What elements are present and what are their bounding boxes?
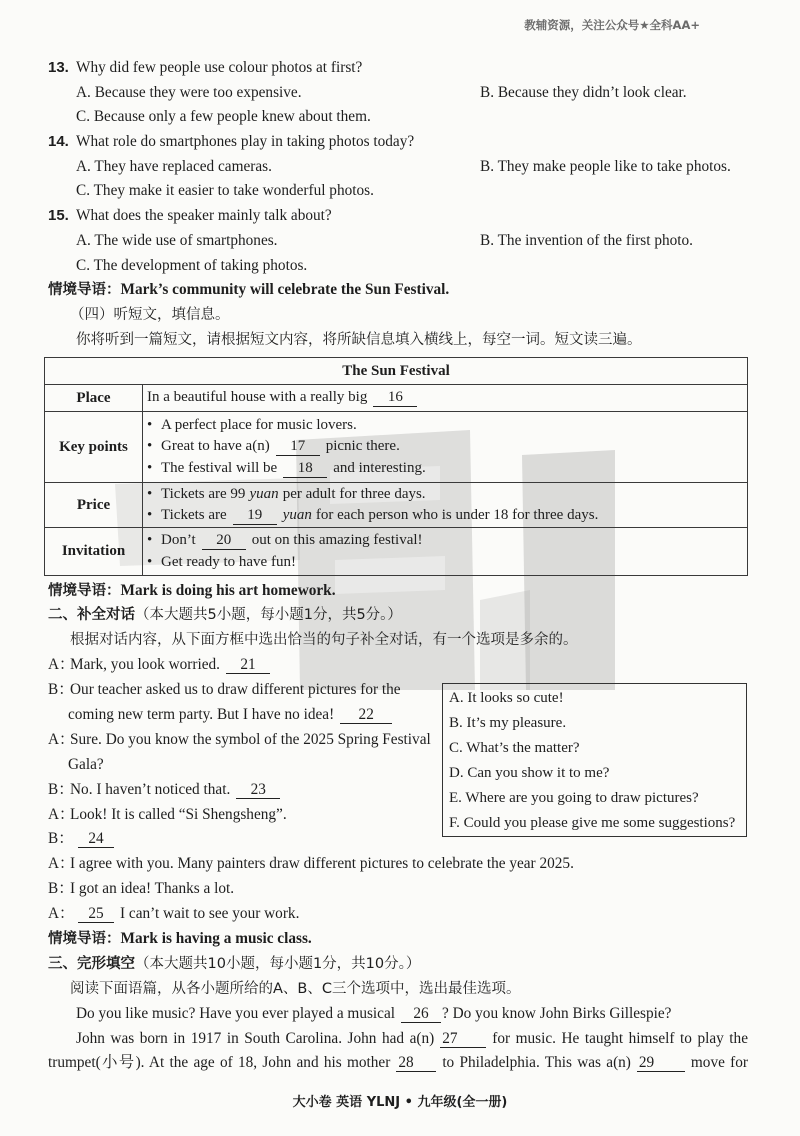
section-3-note: （本大题共10小题，每小题1分，共10分。）: [135, 955, 421, 972]
place-text: In a beautiful house with a really big: [147, 389, 368, 406]
section-2-heading: [48, 603, 748, 628]
answer-blank-16: 16: [373, 389, 417, 407]
question-15-options-ab: [48, 229, 748, 254]
part-4-instruction: [48, 328, 748, 353]
scenario-intro-2: [48, 579, 748, 604]
question-text: What role do smartphones play in taking photos today?: [76, 133, 415, 151]
cloze-line-3: [48, 1051, 748, 1076]
option-c: C. Because only a few people knew about them.: [76, 108, 371, 126]
answer-blank-20: 20: [202, 532, 246, 550]
question-15-option-c: [48, 254, 748, 279]
answer-blank-25: 25: [78, 905, 114, 923]
speaker-label: A：: [48, 855, 75, 873]
option-d: D. Can you show it to me?: [449, 765, 610, 781]
answer-blank-19: 19: [233, 507, 277, 525]
table-title: The Sun Festival: [45, 358, 748, 385]
invitation-item-2: • Get ready to have fun!: [147, 552, 747, 574]
row-content-place: [143, 385, 748, 412]
scenario-intro-3: [48, 927, 748, 952]
option-a: A. The wide use of smartphones.: [76, 231, 278, 249]
dialogue-text: Our teacher asked us to draw different pictures for the: [70, 681, 401, 699]
answer-blank-22: 22: [340, 706, 392, 724]
answer-blank-28: 28: [396, 1054, 436, 1072]
invitation-1-before: Don’t: [161, 532, 196, 548]
speaker-label: B：: [48, 681, 74, 699]
section-2-title: 二、补全对话: [48, 607, 135, 624]
price-1-before: Tickets are 99: [161, 485, 246, 502]
row-content-invitation: [143, 528, 748, 576]
option-b: B. It’s my pleasure.: [449, 715, 567, 731]
part-4-title-text: （四）听短文，填信息。: [70, 306, 230, 323]
row-content-key-points: [143, 412, 748, 483]
scenario-text: Mark’s community will celebrate the Sun Festival.: [120, 281, 450, 299]
speaker-label: B：: [48, 880, 74, 898]
option-a: A. It looks so cute!: [449, 690, 564, 706]
section-2-instruction: [48, 628, 748, 653]
scenario-label: 情境导语：: [48, 930, 121, 947]
section-2-instruction-text: 根据对话内容，从下面方框中选出恰当的句子补全对话，有一个选项是多余的。: [70, 632, 578, 649]
question-15-stem: [48, 204, 748, 229]
dialogue-line-9: [48, 902, 748, 927]
question-number: 13.: [48, 59, 69, 76]
price-2-before: Tickets are: [161, 507, 227, 523]
answer-blank-23: 23: [236, 781, 280, 799]
table-row-price: [45, 483, 748, 528]
cloze-text: trumpet(小号). At the age of 18, John and his mother: [48, 1054, 391, 1072]
price-1-unit: yuan: [249, 485, 279, 502]
question-number: 14.: [48, 133, 69, 151]
scenario-text: Mark is having a music class.: [120, 929, 312, 947]
option-b: B. Because they didn’t look clear.: [480, 83, 687, 101]
listening-questions: [48, 56, 748, 352]
answer-blank-29: 29: [637, 1054, 685, 1072]
dialogue-text: coming new term party. But I have no idea!: [68, 705, 335, 723]
scenario-intro-1: [48, 278, 748, 303]
price-1-after: per adult for three days.: [282, 485, 426, 502]
question-14-option-c: [48, 179, 748, 204]
dialogue-text: Mark, you look worried.: [70, 656, 220, 674]
invitation-item-1: [147, 530, 747, 552]
key-point-2-after: picnic there.: [325, 438, 400, 455]
cloze-text: move for: [690, 1054, 748, 1072]
option-b: B. The invention of the first photo.: [480, 231, 693, 249]
dialogue-text: Look! It is called “Si Shengsheng”.: [70, 805, 287, 823]
option-c: C. What’s the matter?: [449, 740, 580, 756]
page-footer: 大小卷 英语 YLNJ • 九年级(全一册): [292, 1095, 508, 1110]
dialogue-options-box: [442, 683, 747, 837]
dialogue-line-8: [48, 877, 748, 902]
dialogue-text: I got an idea! Thanks a lot.: [70, 880, 235, 898]
table-row-place: [45, 385, 748, 412]
dialogue-text: Gala?: [68, 755, 104, 773]
invitation-1-after: out on this amazing festival!: [251, 532, 423, 548]
answer-blank-17: 17: [276, 438, 320, 456]
row-label-invitation: Invitation: [45, 528, 143, 576]
speaker-label: A：: [48, 656, 75, 674]
answer-blank-18: 18: [283, 460, 327, 478]
key-point-3-after: and interesting.: [333, 459, 426, 476]
row-content-price: [143, 483, 748, 528]
speaker-label: A：: [48, 730, 75, 748]
price-item-2: [147, 505, 747, 527]
option-c: C. The development of taking photos.: [76, 256, 308, 274]
part-4-instruction-text: 你将听到一篇短文，请根据短文内容，将所缺信息填入横线上，每空一词。短文读三遍。: [76, 331, 642, 348]
speaker-label: A：: [48, 805, 75, 823]
scenario-text: Mark is doing his art homework.: [120, 581, 336, 599]
dialogue-line-1: [48, 653, 748, 678]
speaker-label: B：: [48, 830, 74, 848]
cloze-line-1: [48, 1002, 748, 1027]
table-row-invitation: [45, 528, 748, 576]
header-promo-note: 教辅资源，关注公众号★全科AA+: [524, 18, 700, 32]
scenario-label: 情境导语：: [48, 282, 121, 299]
option-f: F. Could you please give me some suggestions?: [449, 815, 736, 831]
part-4-title: [48, 303, 748, 328]
dialogue-text: I can’t wait to see your work.: [120, 905, 300, 923]
section-3-title: 三、完形填空: [48, 955, 135, 972]
question-13-stem: [48, 56, 748, 81]
price-item-1: [147, 484, 747, 506]
question-number: 15.: [48, 207, 69, 225]
table-header-row: [45, 358, 748, 385]
section-3-instruction-text: 阅读下面语篇，从各小题所给的A、B、C三个选项中，选出最佳选项。: [70, 980, 521, 997]
question-13-option-c: [48, 105, 748, 130]
place-line: [147, 387, 747, 409]
key-point-2-before: Great to have a(n): [161, 438, 270, 455]
sun-festival-table: [44, 357, 748, 576]
price-2-unit: yuan: [282, 507, 312, 523]
cloze-line-2: [48, 1027, 748, 1052]
speaker-label: A：: [48, 905, 75, 923]
dialogue-line-7: [48, 852, 748, 877]
key-point-3-before: The festival will be: [161, 459, 278, 476]
speaker-label: B：: [48, 780, 74, 798]
section-3-heading: [48, 952, 748, 977]
answer-blank-24: 24: [78, 830, 114, 848]
answer-blank-26: 26: [401, 1005, 441, 1023]
dialogue-text: No. I haven’t noticed that.: [70, 780, 231, 798]
option-e: E. Where are you going to draw pictures?: [449, 790, 699, 806]
cloze-text: to Philadelphia. This was a(n): [442, 1054, 631, 1072]
question-text: Why did few people use colour photos at first?: [76, 59, 363, 76]
dialogue-text: I agree with you. Many painters draw different pictures to celebrate the year 2025.: [70, 855, 574, 873]
key-point-2: [147, 436, 747, 458]
cloze-text: John was born in 1917 in South Carolina. John had a(n): [76, 1029, 435, 1047]
table-row-key-points: [45, 412, 748, 483]
row-label-key-points: Key points: [45, 412, 143, 483]
option-b: B. They make people like to take photos.: [480, 157, 731, 175]
row-label-price: Price: [45, 483, 143, 528]
cloze-text: Do you like music? Have you ever played a musical: [76, 1004, 396, 1022]
question-text: What does the speaker mainly talk about?: [76, 207, 332, 225]
price-2-after: for each person who is under 18 for three days.: [315, 507, 599, 523]
question-13-options-ab: [48, 81, 748, 106]
section-3-instruction: [48, 977, 748, 1002]
cloze-text: ? Do you know John Birks Gillespie?: [442, 1004, 672, 1022]
option-a: A. Because they were too expensive.: [76, 83, 302, 101]
question-14-stem: [48, 130, 748, 155]
key-point-1: • A perfect place for music lovers.: [147, 415, 747, 437]
section-2-note: （本大题共5小题，每小题1分，共5分。）: [135, 607, 402, 624]
scenario-label: 情境导语：: [48, 582, 121, 599]
option-c: C. They make it easier to take wonderful photos.: [76, 182, 374, 200]
key-point-3: [147, 458, 747, 480]
option-a: A. They have replaced cameras.: [76, 157, 272, 175]
row-label-place: Place: [45, 385, 143, 412]
dialogue-text: Sure. Do you know the symbol of the 2025 Spring Festival: [70, 730, 431, 748]
cloze-text: for music. He taught himself to play the: [492, 1029, 748, 1047]
answer-blank-21: 21: [226, 656, 270, 674]
answer-blank-27: 27: [440, 1030, 486, 1048]
question-14-options-ab: [48, 155, 748, 180]
